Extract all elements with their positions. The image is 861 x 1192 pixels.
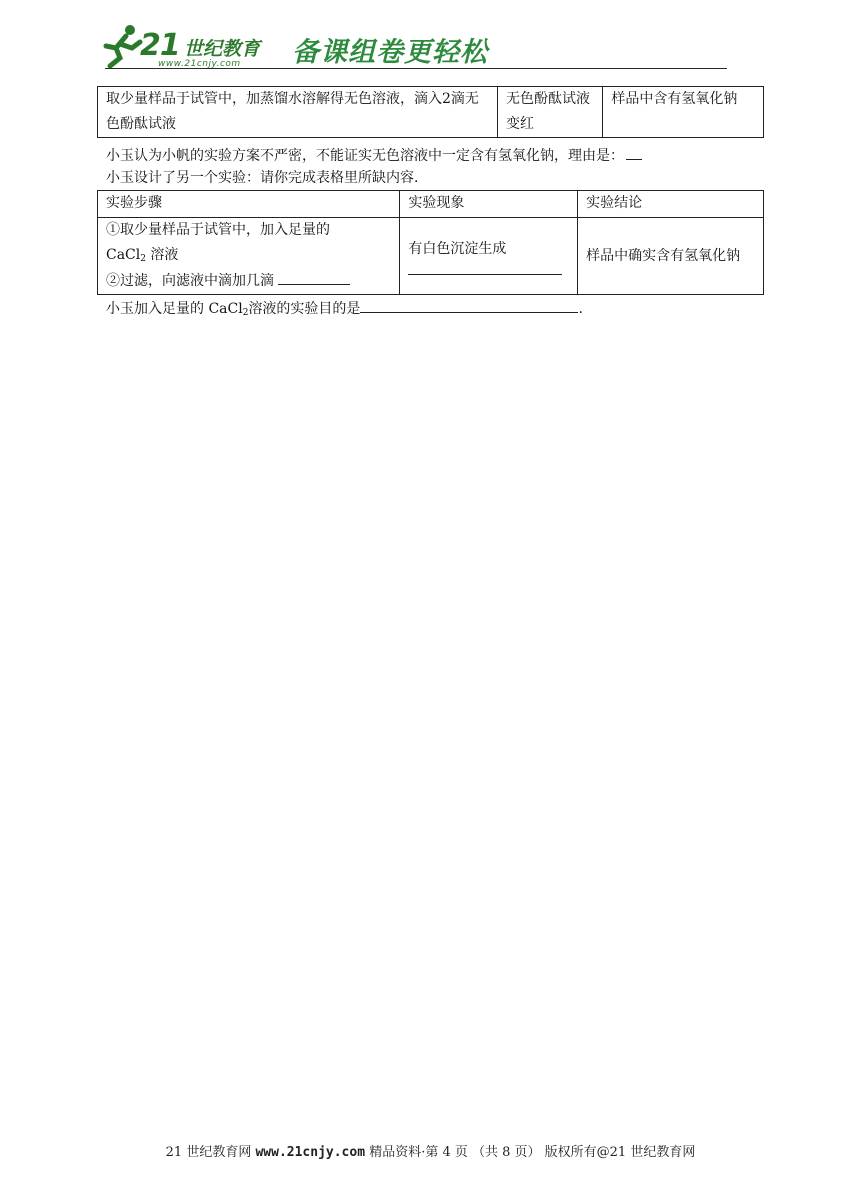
experiment-table-1 [97,86,764,138]
step-cell: 取少量样品于试管中，加蒸馏水溶解得无色溶液，滴入2滴无色酚酞试液 [98,87,498,138]
logo-name: 世纪教育 [184,38,261,60]
steps-cell [98,218,400,295]
header-conclusion: 实验结论 [578,191,764,218]
table-row [98,87,764,138]
purpose-text-a: 小玉加入足量的 CaCl [106,301,243,317]
logo-url[interactable]: www.21cnjy.com [158,59,241,69]
header-slogan: 备课组卷更轻松 [292,37,488,68]
footer-url[interactable]: www.21cnjy.com [255,1145,366,1160]
phenomenon-blank[interactable] [408,266,562,275]
footer-site: 21 世纪教育网 [165,1145,252,1160]
period: . [578,301,583,317]
paragraph-instruction: 小玉设计了另一个实验：请你完成表格里所缺内容. [106,170,419,186]
phenomenon-cell [400,218,578,295]
step-line-3 [106,268,391,294]
header-phenomenon: 实验现象 [400,191,578,218]
subscript: 2 [140,254,146,264]
phenomenon-cell: 无色酚酞试液变红 [498,87,603,138]
page-footer [0,1141,861,1160]
cacl2-text: CaCl [106,247,141,263]
purpose-blank[interactable] [360,297,578,313]
answer-blank[interactable] [626,145,642,160]
step-line-2 [106,243,391,268]
step-line-1: ①取少量样品于试管中，加入足量的 [106,222,330,238]
solution-text: 溶液 [145,247,179,263]
table-row [98,218,764,295]
paragraph-reason [106,145,642,167]
page-header [100,22,730,72]
phenomenon-text: 有白色沉淀生成 [408,241,507,257]
experiment-table-2 [97,190,764,295]
paragraph-purpose [106,297,583,320]
header-divider [105,68,727,69]
table-header-row [98,191,764,218]
runner-logo-icon [100,22,144,68]
footer-page-info: 精品资料·第 4 页 （共 8 页） 版权所有@21 世纪教育网 [369,1145,696,1160]
reason-text: 小玉认为小帆的实验方案不严密，不能证实无色溶液中一定含有氢氧化钠，理由是： [106,148,624,164]
reagent-blank[interactable] [278,268,350,285]
conclusion-cell: 样品中含有氢氧化钠 [603,87,764,138]
logo-number: 21 [140,28,180,63]
filter-text: ②过滤，向滤液中滴加几滴 [106,273,274,289]
header-step: 实验步骤 [98,191,400,218]
conclusion-cell: 样品中确实含有氢氧化钠 [578,218,764,295]
subscript: 2 [242,308,249,318]
purpose-text-b: 溶液的实验目的是 [248,301,361,317]
